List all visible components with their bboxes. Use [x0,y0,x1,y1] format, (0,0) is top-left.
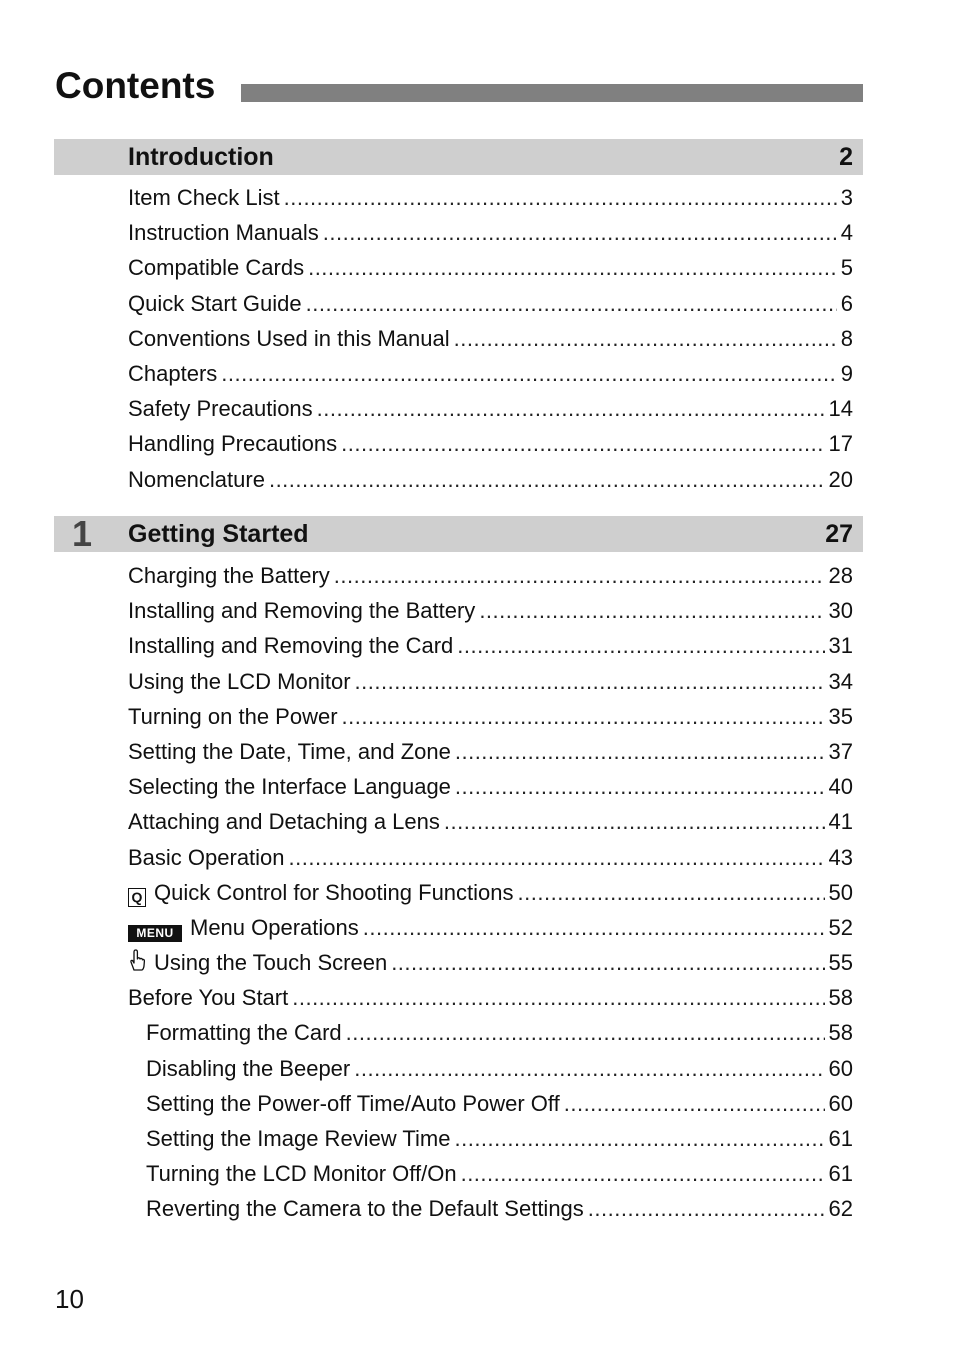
toc-entry-page: 14 [828,396,853,422]
dot-leader [355,664,825,699]
toc-entry-label: Using the LCD Monitor [128,668,351,694]
toc-list-getting-started [128,558,853,1227]
dot-leader [269,462,825,497]
toc-entry[interactable] [128,215,853,250]
toc-entry-page: 5 [840,255,853,281]
toc-entry-label: Setting the Image Review Time [146,1126,451,1151]
dot-leader [518,875,825,910]
toc-entry[interactable] [128,286,853,321]
toc-entry-label: Basic Operation [128,844,285,870]
toc-entry[interactable] [128,1051,853,1086]
toc-entry-page: 52 [828,914,853,940]
toc-entry-page: 34 [828,668,853,694]
toc-entry-page: 58 [828,985,853,1011]
toc-entry[interactable] [128,180,853,215]
toc-entry[interactable] [128,391,853,426]
title-rule [241,84,863,102]
toc-entry-label: Nomenclature [128,466,265,492]
toc-entry-label: Reverting the Camera to the Default Settings [146,1196,584,1222]
dot-leader [455,734,825,769]
dot-leader [363,910,825,945]
dot-leader [444,804,825,839]
toc-entry[interactable] [128,769,853,804]
toc-entry-page: 3 [840,185,853,210]
toc-entry-page: 62 [828,1196,853,1222]
toc-entry-page: 8 [840,325,853,351]
section-page: 27 [825,520,853,548]
toc-entry[interactable] [128,558,853,593]
section-title: Getting Started [128,520,309,548]
toc-entry[interactable] [128,1015,853,1050]
toc-entry-label: Handling Precautions [128,431,338,457]
dot-leader [221,356,836,391]
toc-entry-label: Item Check List [128,185,280,210]
dot-leader [564,1086,825,1121]
dot-leader [454,321,837,356]
menu-icon: MENU [128,925,182,942]
toc-list-introduction [128,180,853,497]
toc-entry-label: Before You Start [128,985,289,1011]
section-number: 1 [72,513,93,554]
dot-leader [323,215,837,250]
toc-entry-label: Setting the Date, Time, and Zone [128,738,451,764]
toc-entry[interactable] [128,664,853,699]
dot-leader [461,1156,825,1191]
toc-entry[interactable] [128,1191,853,1226]
toc-entry-label: Attaching and Detaching a Lens [128,809,440,835]
dot-leader [308,250,837,285]
dot-leader [289,840,825,875]
page-title: Contents [55,65,216,106]
toc-entry[interactable] [128,910,853,945]
toc-entry-label: Compatible Cards [128,255,305,281]
toc-entry-label: Quick Start Guide [128,290,302,316]
toc-entry[interactable] [128,462,853,497]
toc-entry-page: 30 [828,598,853,624]
toc-entry[interactable] [128,734,853,769]
toc-entry-label: Turning on the Power [128,703,338,729]
toc-entry-label: Safety Precautions [128,396,313,422]
toc-entry-page: 55 [828,950,853,976]
dot-leader [454,1121,824,1156]
toc-entry-label: Instruction Manuals [128,220,319,246]
toc-entry-page: 6 [840,290,853,316]
toc-entry[interactable] [128,250,853,285]
dot-leader [284,180,837,215]
toc-entry-page: 31 [828,633,853,659]
toc-entry-label: Turning the LCD Monitor Off/On [146,1161,457,1187]
toc-entry-label: Chapters [128,360,218,386]
dot-leader [292,980,824,1015]
toc-entry[interactable] [128,875,853,910]
toc-entry-page: 41 [828,809,853,835]
toc-entry-page: 43 [828,844,853,870]
toc-entry[interactable] [128,980,853,1015]
quick-control-icon: Q [128,888,146,907]
toc-entry-page: 9 [840,360,853,386]
page-number: 10 [55,1284,84,1314]
toc-entry[interactable] [128,699,853,734]
toc-entry-label: Menu Operations [190,914,359,940]
dot-leader [588,1191,825,1226]
dot-leader [391,945,824,980]
section-header-getting-started [54,513,863,554]
dot-leader [354,1051,824,1086]
toc-entry-label: Using the Touch Screen [154,950,388,976]
dot-leader [306,286,837,321]
toc-entry-page: 35 [828,703,853,729]
dot-leader [317,391,825,426]
section-header-introduction [54,139,863,175]
toc-entry[interactable] [128,356,853,391]
toc-entry-page: 50 [828,879,853,905]
toc-entry-label: Installing and Removing the Battery [128,598,476,624]
dot-leader [455,769,825,804]
dot-leader [457,628,824,663]
toc-entry-label: Charging the Battery [128,563,330,588]
toc-entry-page: 40 [828,774,853,800]
toc-entry-label: Quick Control for Shooting Functions [154,879,514,905]
toc-entry[interactable] [128,840,853,875]
toc-entry[interactable] [128,593,853,628]
section-title: Introduction [128,143,274,171]
toc-entry-page: 58 [828,1020,853,1046]
toc-entry-page: 61 [828,1161,853,1187]
touch-hand-icon [128,947,146,971]
toc-entry-page: 28 [828,563,853,588]
toc-entry[interactable] [128,1121,853,1156]
toc-entry-label: Disabling the Beeper [146,1055,351,1081]
toc-entry-page: 60 [828,1090,853,1116]
dot-leader [334,558,825,593]
toc-entry[interactable] [128,1086,853,1121]
toc-entry-page: 4 [840,220,853,246]
toc-entry[interactable] [128,628,853,663]
toc-entry[interactable] [128,426,853,461]
toc-entry[interactable] [128,945,853,980]
dot-leader [341,426,824,461]
dot-leader [479,593,824,628]
toc-entry[interactable] [128,1156,853,1191]
toc-entry-page: 61 [828,1126,853,1151]
toc-entry-page: 37 [828,738,853,764]
toc-entry-page: 20 [828,466,853,492]
toc-entry-label: Conventions Used in this Manual [128,325,450,351]
toc-entry[interactable] [128,321,853,356]
toc-entry[interactable] [128,804,853,839]
toc-entry-label: Selecting the Interface Language [128,774,451,800]
toc-entry-label: Formatting the Card [146,1020,342,1046]
toc-entry-page: 17 [828,431,853,457]
toc-entry-label: Setting the Power-off Time/Auto Power Off [146,1090,560,1116]
dot-leader [346,1015,825,1050]
toc-entry-label: Installing and Removing the Card [128,633,454,659]
section-page: 2 [839,143,853,171]
dot-leader [342,699,825,734]
toc-entry-page: 60 [828,1055,853,1081]
